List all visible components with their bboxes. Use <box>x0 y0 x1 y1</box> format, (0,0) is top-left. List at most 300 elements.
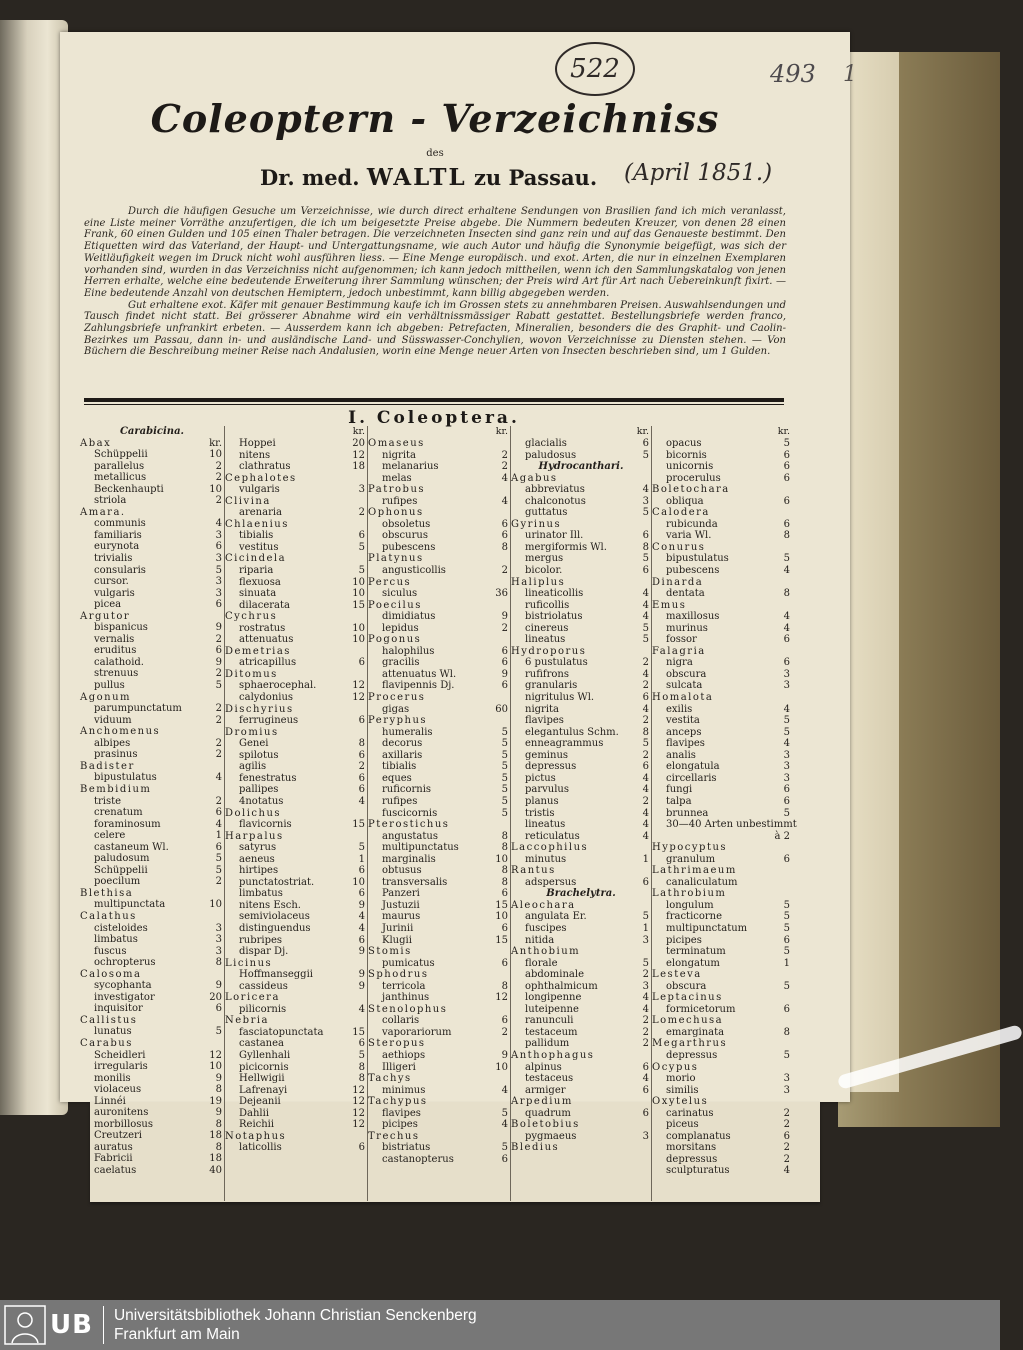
genus-entry <box>511 1119 651 1131</box>
species-name: Fabricii <box>94 1153 133 1165</box>
species-name: rubripes <box>239 934 283 946</box>
price-value: 2 <box>783 1119 790 1131</box>
species-entry <box>511 680 651 692</box>
species-name: 4notatus <box>239 795 284 807</box>
genus-name: Patrobus <box>368 484 426 496</box>
genus-name: Oxytelus <box>652 1096 709 1108</box>
species-entry <box>511 623 651 635</box>
species-name: monilis <box>94 1072 131 1084</box>
price-value: 5 <box>642 911 649 923</box>
price-value: 5 <box>783 980 790 992</box>
species-name: tibialis <box>239 530 274 542</box>
price-value: 2 <box>215 633 222 645</box>
price-value: 5 <box>783 911 790 923</box>
species-entry <box>225 657 367 669</box>
price-unit-header: kr. <box>777 426 790 437</box>
price-value: 15 <box>495 934 508 946</box>
species-name: clathratus <box>239 461 291 473</box>
species-name: picea <box>94 599 122 611</box>
species-name: humeralis <box>382 726 433 738</box>
genus-name: Amara. <box>80 506 126 518</box>
price-value: 4 <box>642 703 649 715</box>
price-value: 2 <box>501 622 508 634</box>
price-value: 5 <box>358 842 365 854</box>
species-entry <box>652 450 792 462</box>
species-name: dispar Dj. <box>239 946 289 958</box>
species-entry <box>511 450 651 462</box>
species-entry <box>368 808 510 820</box>
price-value: 6 <box>783 784 790 796</box>
species-entry <box>652 911 792 923</box>
species-entry <box>368 1119 510 1131</box>
species-entry <box>368 588 510 600</box>
genus-entry <box>368 577 510 589</box>
genus-name: Anthophagus <box>511 1049 595 1061</box>
genus-entry <box>368 692 510 704</box>
species-entry <box>511 727 651 739</box>
price-value: 4 <box>215 818 222 830</box>
species-name: fungi <box>666 784 693 796</box>
price-value <box>204 911 224 923</box>
price-value: 2 <box>215 876 222 888</box>
price-value: 4 <box>642 1073 649 1085</box>
species-entry <box>80 946 224 958</box>
price-value: 6 <box>501 680 508 692</box>
price-value: 6 <box>783 634 790 646</box>
price-value <box>347 992 367 1004</box>
genus-name: Pogonus <box>368 634 422 646</box>
species-name: flexuosa <box>239 576 281 588</box>
species-entry <box>652 519 792 531</box>
price-value: 4 <box>358 795 365 807</box>
species-name: tristis <box>525 807 555 819</box>
species-name: fossor <box>666 634 697 646</box>
species-entry <box>368 865 510 877</box>
species-entry <box>225 715 367 727</box>
price-value: 18 <box>209 1130 222 1142</box>
species-name: urinator Ill. <box>525 530 584 542</box>
species-column-3 <box>368 426 511 1201</box>
price-value: 6 <box>358 530 365 542</box>
species-name: depressus <box>666 1049 718 1061</box>
species-entry <box>80 853 224 865</box>
price-value: 5 <box>642 622 649 634</box>
species-name: fenestratus <box>239 772 297 784</box>
species-name: nigritulus Wl. <box>525 692 595 704</box>
species-name: satyrus <box>239 842 277 854</box>
species-name: terminatum <box>666 946 726 958</box>
price-value <box>490 1004 510 1016</box>
genus-entry <box>368 946 510 958</box>
species-name: picicornis <box>239 1061 289 1073</box>
genus-entry <box>652 969 792 981</box>
genus-name: Steropus <box>368 1038 426 1050</box>
author-line <box>260 164 597 191</box>
genus-entry <box>368 553 510 565</box>
genus-name: Boletochara <box>652 484 730 496</box>
species-name: eques <box>382 772 412 784</box>
species-name: Panzeri <box>382 888 420 900</box>
price-value: 8 <box>358 1073 365 1085</box>
price-value: 5 <box>358 565 365 577</box>
price-unit-header: kr. <box>495 426 508 437</box>
genus-name: Procerus <box>368 692 426 704</box>
species-entry <box>225 750 367 762</box>
portrait-icon <box>4 1305 46 1345</box>
price-value: 8 <box>642 541 649 553</box>
species-entry <box>652 1073 792 1085</box>
species-name: emarginata <box>666 1026 725 1038</box>
species-entry <box>225 1050 367 1062</box>
genus-entry <box>652 484 792 496</box>
species-entry <box>511 600 651 612</box>
genus-name: Hydroporus <box>511 645 587 657</box>
genus-name: Bembidium <box>80 783 152 795</box>
species-entry <box>80 1061 224 1073</box>
species-name: abdominale <box>525 969 584 981</box>
species-entry <box>652 704 792 716</box>
species-name: morbillosus <box>94 1118 154 1130</box>
price-value: kr. <box>209 437 222 449</box>
species-entry <box>80 876 224 888</box>
family-heading <box>511 461 651 473</box>
price-value: 5 <box>783 899 790 911</box>
price-value <box>204 784 224 796</box>
species-entry <box>225 1027 367 1039</box>
genus-entry <box>80 726 224 738</box>
species-entry <box>80 1153 224 1165</box>
genus-entry <box>652 1038 792 1050</box>
species-entry <box>368 1050 510 1062</box>
species-name: dentata <box>666 588 705 600</box>
price-value: 9 <box>501 1049 508 1061</box>
species-entry <box>225 854 367 866</box>
genus-entry <box>225 1015 367 1027</box>
price-value: 12 <box>352 1107 365 1119</box>
price-value: 4 <box>215 772 222 784</box>
price-value: 2 <box>215 714 222 726</box>
species-name: similis <box>666 1084 699 1096</box>
price-value: 8 <box>501 830 508 842</box>
species-entry <box>511 669 651 681</box>
species-name: Hoffmanseggii <box>239 969 313 981</box>
species-name: nitens Esch. <box>239 899 301 911</box>
species-name: vulgaris <box>94 587 135 599</box>
price-value: 10 <box>352 876 365 888</box>
species-entry <box>511 1038 651 1050</box>
price-value: 6 <box>358 934 365 946</box>
species-name: Schüppelii <box>94 864 148 876</box>
genus-entry <box>368 1096 510 1108</box>
species-column-4 <box>511 426 652 1201</box>
species-entry <box>80 830 224 842</box>
species-entry <box>225 484 367 496</box>
genus-name: Lesteva <box>652 969 702 981</box>
species-name: axillaris <box>382 749 423 761</box>
species-name: armiger <box>525 1084 566 1096</box>
species-entry <box>80 1107 224 1119</box>
genus-name: Agabus <box>511 472 558 484</box>
price-value: 2 <box>642 680 649 692</box>
species-name: dilacerata <box>239 599 291 611</box>
species-entry <box>652 565 792 577</box>
species-entry <box>511 588 651 600</box>
species-name: rufifrons <box>525 668 569 680</box>
species-name: Klugii <box>382 934 412 946</box>
price-value: 5 <box>501 1142 508 1154</box>
species-name: bicornis <box>666 449 707 461</box>
price-value: 8 <box>783 530 790 542</box>
species-entry <box>368 646 510 658</box>
price-value: 5 <box>215 1026 222 1038</box>
genus-entry <box>511 842 651 854</box>
species-entry <box>225 842 367 854</box>
genus-entry <box>368 484 510 496</box>
species-name: cursor. <box>94 576 129 588</box>
species-entry <box>368 1142 510 1154</box>
species-entry <box>80 819 224 831</box>
species-name: piceus <box>666 1119 699 1131</box>
price-value: 6 <box>783 449 790 461</box>
species-entry <box>225 935 367 947</box>
species-name: granularis <box>525 680 578 692</box>
price-value: 3 <box>783 680 790 692</box>
species-entry <box>368 750 510 762</box>
genus-entry <box>368 1073 510 1085</box>
price-value <box>490 600 510 612</box>
price-value <box>631 865 651 877</box>
genus-entry <box>80 761 224 773</box>
species-name: marginalis <box>382 853 436 865</box>
genus-entry <box>80 692 224 704</box>
genus-name: Tachypus <box>368 1096 428 1108</box>
species-name: Beckenhaupti <box>94 483 164 495</box>
species-name: maurus <box>382 911 421 923</box>
species-name: ferrugineus <box>239 715 299 727</box>
price-value: 5 <box>358 1049 365 1061</box>
species-entry <box>511 992 651 1004</box>
species-entry <box>652 1085 792 1097</box>
price-value: 2 <box>215 668 222 680</box>
species-entry <box>80 703 224 715</box>
species-entry <box>511 1131 651 1143</box>
genus-name: Conurus <box>652 541 706 553</box>
species-entry <box>80 576 224 588</box>
price-value: 3 <box>783 1073 790 1085</box>
price-value: 2 <box>642 1015 649 1027</box>
genus-name: Dinarda <box>652 576 704 588</box>
species-entry <box>225 680 367 692</box>
genus-entry <box>652 577 792 589</box>
price-value: 9 <box>215 980 222 992</box>
species-name: Schüppelii <box>94 449 148 461</box>
price-unit-header: kr. <box>352 426 365 437</box>
species-entry <box>511 1073 651 1085</box>
species-name: circellaris <box>666 772 717 784</box>
price-value: 10 <box>495 853 508 865</box>
species-entry <box>368 854 510 866</box>
price-value: 6 <box>358 772 365 784</box>
genus-name: Ophonus <box>368 507 424 519</box>
species-entry <box>80 738 224 750</box>
species-entry <box>511 761 651 773</box>
species-name: metallicus <box>94 472 147 484</box>
species-entry <box>511 1004 651 1016</box>
price-value <box>772 1015 792 1027</box>
genus-name: Stenolophus <box>368 1003 448 1015</box>
species-entry <box>368 1015 510 1027</box>
species-name: paludosus <box>525 449 577 461</box>
handwritten-date: (April 1851.) <box>624 160 773 186</box>
species-name: vaporariorum <box>382 1026 452 1038</box>
species-name: caelatus <box>94 1165 137 1176</box>
genus-entry <box>652 542 792 554</box>
species-entry <box>368 473 510 485</box>
price-value: 4 <box>783 622 790 634</box>
genus-entry <box>368 634 510 646</box>
price-value: 3 <box>642 934 649 946</box>
species-entry <box>652 611 792 623</box>
price-value: 4 <box>783 1165 790 1177</box>
price-value: 5 <box>783 922 790 934</box>
species-name: collaris <box>382 1015 420 1027</box>
species-entry <box>511 969 651 981</box>
price-value: 6 <box>358 657 365 669</box>
genus-name: Tachys <box>368 1073 412 1085</box>
price-value: 6 <box>783 934 790 946</box>
price-value <box>631 1142 651 1154</box>
genus-name: Trechus <box>368 1130 420 1142</box>
species-entry <box>368 519 510 531</box>
price-value <box>631 1119 651 1131</box>
library-name-line-1: Universitätsbibliothek Johann Christian Senckenberg <box>113 1307 477 1324</box>
species-name: communis <box>94 518 146 530</box>
price-value: 4 <box>501 1119 508 1131</box>
species-name: minimus <box>382 1084 426 1096</box>
price-value: 6 <box>501 1153 508 1165</box>
price-value <box>204 507 224 519</box>
species-entry <box>652 496 792 508</box>
price-value <box>490 969 510 981</box>
price-value: 36 <box>495 588 508 600</box>
species-entry <box>652 530 792 542</box>
species-name: consularis <box>94 564 146 576</box>
species-entry <box>80 461 224 473</box>
species-entry <box>80 1026 224 1038</box>
species-name: tibialis <box>382 761 417 773</box>
species-entry <box>652 935 792 947</box>
document-title: Coleoptern - Verzeichniss <box>150 96 720 141</box>
price-value: 2 <box>501 449 508 461</box>
species-name: fracticorne <box>666 911 723 923</box>
species-name: arenaria <box>239 507 283 519</box>
price-value: 6 <box>215 645 222 657</box>
species-entry <box>80 565 224 577</box>
price-value: 6 <box>783 853 790 865</box>
price-value: 8 <box>783 1026 790 1038</box>
species-entry <box>511 704 651 716</box>
species-entry <box>652 1108 792 1120</box>
species-name: vernalis <box>94 633 135 645</box>
species-entry <box>511 542 651 554</box>
price-value <box>204 761 224 773</box>
price-value: 5 <box>501 795 508 807</box>
species-name: terricola <box>382 980 426 992</box>
price-value: 9 <box>501 611 508 623</box>
genus-entry <box>80 611 224 623</box>
species-column-1 <box>80 426 225 1201</box>
price-value: 18 <box>352 461 365 473</box>
species-name: abbreviatus <box>525 484 585 496</box>
species-entry <box>80 1003 224 1015</box>
price-value: 3 <box>358 484 365 496</box>
genus-name: Cychrus <box>225 611 278 623</box>
library-logo <box>4 1305 93 1345</box>
species-entry <box>368 657 510 669</box>
species-name: cassideus <box>239 980 288 992</box>
price-value <box>772 577 792 589</box>
species-entry <box>511 877 651 889</box>
price-value: 2 <box>215 472 222 484</box>
price-value: 60 <box>495 703 508 715</box>
species-name: multipunctatus <box>382 842 459 854</box>
price-value: 10 <box>209 1061 222 1073</box>
species-entry <box>511 611 651 623</box>
species-entry <box>511 819 651 831</box>
price-value <box>490 438 510 450</box>
species-entry <box>225 450 367 462</box>
species-entry <box>225 692 367 704</box>
genus-name: Laccophilus <box>511 842 589 854</box>
price-value <box>631 842 651 854</box>
genus-name: Lathrobium <box>652 888 727 900</box>
species-name: ranunculi <box>525 1015 574 1027</box>
species-name: striola <box>94 495 127 507</box>
species-name: bispanicus <box>94 622 148 634</box>
price-value: 4 <box>358 1003 365 1015</box>
species-name: exilis <box>666 703 693 715</box>
species-entry <box>652 473 792 485</box>
price-value: 9 <box>358 969 365 981</box>
price-value <box>204 611 224 623</box>
species-name: rufipes <box>382 795 418 807</box>
species-name: guttatus <box>525 507 568 519</box>
price-value <box>772 1096 792 1108</box>
price-value: 2 <box>358 761 365 773</box>
genus-name: Gyrinus <box>511 518 562 530</box>
species-entry <box>225 1142 367 1154</box>
price-value: 4 <box>783 738 790 750</box>
library-footer <box>0 1300 1000 1350</box>
genus-entry <box>368 600 510 612</box>
species-name: spilotus <box>239 749 279 761</box>
species-column-2 <box>225 426 368 1201</box>
handwritten-catalog-number: 522 <box>555 42 635 96</box>
species-entry <box>368 784 510 796</box>
species-name: Jurinii <box>382 922 414 934</box>
price-value <box>772 877 792 889</box>
species-entry <box>511 530 651 542</box>
species-name: nitida <box>525 934 555 946</box>
species-entry <box>652 680 792 692</box>
price-value <box>347 669 367 681</box>
species-entry <box>225 1073 367 1085</box>
genus-entry <box>652 992 792 1004</box>
species-name: hirtipes <box>239 865 279 877</box>
genus-entry <box>225 704 367 716</box>
species-entry <box>225 438 367 450</box>
price-value: 5 <box>783 1049 790 1061</box>
